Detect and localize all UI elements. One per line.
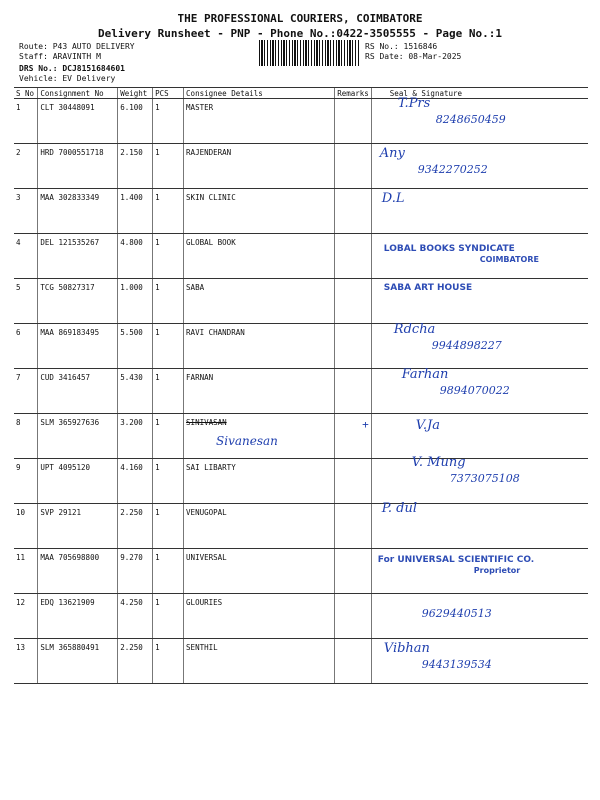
cell-pcs: 1: [153, 594, 184, 639]
table-row: [14, 594, 588, 639]
vehicle-text: Vehicle: EV Delivery: [19, 74, 116, 83]
seal-stamp: LOBAL BOOKS SYNDICATE: [383, 244, 515, 254]
handwritten-phone: 7373075108: [449, 472, 520, 485]
cell-signature: [371, 324, 588, 369]
cell-weight: 2.150: [118, 144, 153, 189]
table-row: [14, 504, 588, 549]
cell-weight: 1.400: [118, 189, 153, 234]
col-header-consignment: Consignment No: [38, 88, 118, 99]
cell-pcs: 1: [153, 189, 184, 234]
handwritten-phone: 9342270252: [417, 163, 488, 176]
cell-consignee: [184, 279, 335, 324]
cell-sno: 8: [14, 414, 38, 459]
consignee-name: SABA: [186, 283, 205, 292]
route-text: Route: P43 AUTO DELIVERY: [19, 42, 135, 51]
cell-remarks: [335, 144, 372, 189]
consignee-name: RAJENDERAN: [186, 148, 232, 157]
cell-remarks: [335, 189, 372, 234]
cell-pcs: 1: [153, 279, 184, 324]
cell-signature: [371, 279, 588, 324]
cell-consignee: [184, 99, 335, 144]
col-header-weight: Weight: [118, 88, 153, 99]
barcode: [259, 40, 359, 66]
cell-consignee: [184, 369, 335, 414]
cell-consignee: [184, 324, 335, 369]
cell-signature: [371, 234, 588, 279]
rs-date-text: RS Date: 08-Mar-2025: [365, 52, 462, 61]
cell-weight: 2.250: [118, 504, 153, 549]
cell-consignee: [184, 594, 335, 639]
company-title: THE PROFESSIONAL COURIERS, COIMBATORE: [177, 12, 423, 25]
consignee-name: FARNAN: [186, 373, 214, 382]
seal-stamp: For UNIVERSAL SCIENTIFIC CO.: [377, 555, 535, 565]
handwritten-signature: Vibhan: [383, 641, 430, 656]
cell-remarks: [335, 234, 372, 279]
handwritten-signature: V. Mung: [411, 455, 466, 470]
cell-signature: [371, 501, 588, 549]
cell-signature: [371, 189, 588, 234]
cell-signature: [371, 369, 588, 414]
cell-pcs: 1: [153, 549, 184, 594]
handwritten-correction: Sivanesan: [216, 434, 278, 448]
cell-sno: 2: [14, 144, 38, 189]
handwritten-signature: Rdcha: [393, 322, 436, 337]
consignee-name: UNIVERSAL: [186, 553, 227, 562]
cell-consignee: [184, 549, 335, 594]
consignee-name: GLOBAL BOOK: [186, 238, 236, 247]
consignee-name: VENUGOPAL: [186, 508, 227, 517]
cell-remarks: [335, 324, 372, 369]
cell-signature: [371, 549, 588, 594]
table-header-row: [14, 88, 588, 99]
table-row: [14, 549, 588, 594]
cell-weight: 4.800: [118, 234, 153, 279]
cell-pcs: 1: [153, 144, 184, 189]
cell-signature: [371, 144, 588, 189]
table-row: [14, 459, 588, 504]
runsheet-subtitle: Delivery Runsheet - PNP - Phone No.:0422-3505555 - Page No.:1: [98, 27, 502, 40]
cell-consignee: [184, 414, 335, 459]
col-header-pcs: PCS: [153, 88, 184, 99]
seal-stamp-line-2: Proprietor: [473, 566, 521, 575]
cell-consignment-no: EDQ 13621909: [38, 594, 118, 639]
cell-weight: 6.100: [118, 99, 153, 144]
cell-consignee: [184, 234, 335, 279]
staff-text: Staff: ARAVINTH M: [19, 52, 101, 61]
handwritten-signature: V.Ja: [415, 418, 441, 433]
cell-sno: 6: [14, 324, 38, 369]
delivery-table: [14, 87, 588, 684]
cell-consignment-no: UPT 4095120: [38, 459, 118, 504]
cell-weight: 4.160: [118, 459, 153, 504]
cell-sno: 13: [14, 639, 38, 684]
handwritten-phone: 9629440513: [421, 607, 492, 620]
cell-consignment-no: MAA 302833349: [38, 189, 118, 234]
cell-sno: 4: [14, 234, 38, 279]
handwritten-phone: 9443139534: [421, 658, 492, 671]
table-row: [14, 144, 588, 189]
cell-consignment-no: TCG 50827317: [38, 279, 118, 324]
handwritten-signature: Any: [379, 146, 405, 161]
cell-consignee: [184, 504, 335, 549]
col-header-consignee: Consignee Details: [184, 88, 335, 99]
handwritten-signature: P. dul: [381, 501, 418, 516]
cell-consignment-no: HRD 7000551718: [38, 144, 118, 189]
consignee-name: SKIN CLINIC: [186, 193, 236, 202]
table-row: [14, 189, 588, 234]
col-header-signature: Seal & Signature: [371, 88, 588, 99]
consignee-name: GLOURIES: [186, 598, 223, 607]
cell-sno: 9: [14, 459, 38, 504]
cell-weight: 9.270: [118, 549, 153, 594]
cell-weight: 2.250: [118, 639, 153, 684]
right-meta: [365, 42, 461, 62]
cell-consignee: [184, 639, 335, 684]
cell-pcs: 1: [153, 99, 184, 144]
col-header-remarks: Remarks: [335, 88, 372, 99]
handwritten-signature: Farhan: [401, 367, 449, 382]
cell-remarks: +: [335, 414, 372, 459]
handwritten-signature: T.Prs: [397, 96, 431, 111]
cell-consignment-no: DEL 121535267: [38, 234, 118, 279]
cell-remarks: [335, 594, 372, 639]
cell-consignment-no: SLM 365927636: [38, 414, 118, 459]
cell-sno: 7: [14, 369, 38, 414]
cell-signature: [371, 455, 588, 504]
left-meta: [19, 42, 135, 84]
cell-remarks: [335, 504, 372, 549]
table-row: [14, 369, 588, 414]
cell-consignment-no: CLT 30448091: [38, 99, 118, 144]
consignee-name: SAI LIBARTY: [186, 463, 236, 472]
cell-pcs: 1: [153, 639, 184, 684]
cell-signature: [371, 639, 588, 684]
consignee-name: SENTHIL: [186, 643, 218, 652]
cell-sno: 11: [14, 549, 38, 594]
cell-consignment-no: MAA 869183495: [38, 324, 118, 369]
cell-sno: 12: [14, 594, 38, 639]
table-row: [14, 279, 588, 324]
handwritten-signature: D.L: [381, 191, 405, 206]
table-row: [14, 414, 588, 459]
col-header-sno: S No: [14, 88, 38, 99]
cell-remarks: [335, 99, 372, 144]
cell-remarks: [335, 549, 372, 594]
cell-pcs: 1: [153, 414, 184, 459]
cell-pcs: 1: [153, 234, 184, 279]
cell-sno: 5: [14, 279, 38, 324]
cell-weight: 4.250: [118, 594, 153, 639]
cell-remarks: [335, 639, 372, 684]
cell-remarks: [335, 459, 372, 504]
cell-consignment-no: SVP 29121: [38, 504, 118, 549]
cell-pcs: 1: [153, 504, 184, 549]
consignee-name: RAVI CHANDRAN: [186, 328, 245, 337]
cell-remarks: [335, 279, 372, 324]
drs-text: DRS No.: DCJ8151684601: [19, 64, 125, 73]
cell-consignment-no: SLM 365880491: [38, 639, 118, 684]
table-row: [14, 99, 588, 144]
cell-signature: [371, 594, 588, 639]
cell-signature: [371, 414, 588, 459]
cell-consignee: [184, 459, 335, 504]
cell-consignee: [184, 144, 335, 189]
cell-remarks: [335, 369, 372, 414]
rs-no-text: RS No.: 1516846: [365, 42, 438, 51]
cell-consignee: [184, 189, 335, 234]
cell-consignment-no: CUD 3416457: [38, 369, 118, 414]
seal-stamp: SABA ART HOUSE: [383, 283, 473, 293]
cell-signature: [371, 96, 588, 144]
cell-weight: 5.430: [118, 369, 153, 414]
cell-sno: 1: [14, 99, 38, 144]
cell-consignment-no: MAA 705698800: [38, 549, 118, 594]
cell-pcs: 1: [153, 324, 184, 369]
consignee-name: SINIVASAN: [186, 418, 227, 427]
cell-weight: 5.500: [118, 324, 153, 369]
cell-pcs: 1: [153, 459, 184, 504]
table-row: [14, 234, 588, 279]
cell-weight: 1.000: [118, 279, 153, 324]
handwritten-phone: 9894070022: [439, 384, 510, 397]
cell-weight: 3.200: [118, 414, 153, 459]
consignee-name: MASTER: [186, 103, 214, 112]
cell-pcs: 1: [153, 369, 184, 414]
table-row: [14, 324, 588, 369]
table-row: [14, 639, 588, 684]
seal-stamp-line-2: COIMBATORE: [479, 255, 539, 264]
handwritten-phone: 8248650459: [435, 113, 506, 126]
cell-sno: 10: [14, 504, 38, 549]
handwritten-phone: 9944898227: [431, 339, 502, 352]
cell-sno: 3: [14, 189, 38, 234]
